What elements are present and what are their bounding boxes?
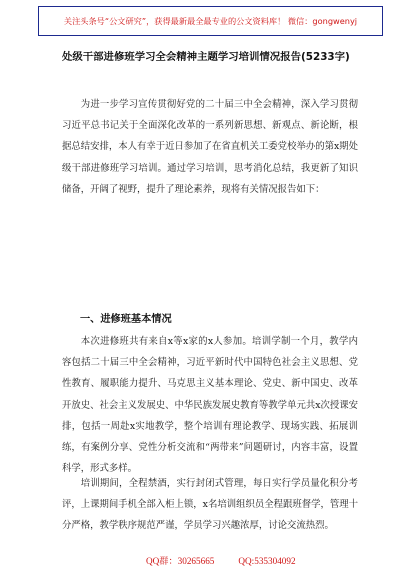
paragraph-basic-info: 本次进修班共有来自x等x家的x人参加。培训学制一个月，教学内容包括二十届三中全会精神，习近平新时代中国特色社会主义思想、党性教育、履职能力提升、马克思主义基本理论、党史、新中国史、改革开放史、社会主义发展史、中华民族发展史教育等教学单元共x次授课安排，包括一周赴x实地教学，整个培训有理论教学、现场实践、拓展训练，有案例分享、党性分析交流和“两带来”问题研讨，内容丰富，设置科学，形式多样。: [62, 336, 358, 475]
paragraph-intro: 为进一步学习宣传贯彻好党的二十届三中全会精神，深入学习贯彻习近平总书记关于全面深化改革的一系列新思想、新观点、新论断，根据总结安排，本人有幸于近日参加了在省直机关工委党校举办的第x期处级干部进修班学习培训。通过学习培训，思考消化总结，我更新了知识储备，开阔了视野，提升了理论素养，现将有关情况报告如下：: [62, 99, 358, 195]
footer-qq-group: QQ群：30265665: [146, 556, 215, 566]
header-banner: [38, 6, 383, 36]
footer-qq: QQ:535304092: [238, 556, 296, 566]
banner-text: 关注头条号“公文研究”，获得最新最全最专业的公文资料库！ 微信：gongwenyj: [63, 15, 358, 26]
section-heading: 一、进修班基本情况: [80, 314, 172, 325]
document-title: 处级干部进修班学习全会精神主题学习培训情况报告(5233字): [62, 51, 350, 63]
paragraph-management: 培训期间，全程禁酒，实行封闭式管理，每日实行学员量化积分考评，上课期间手机全部入柜上锁，x名培训组织员全程跟班督学，管理十分严格，教学秩序规范严谨，学员学习兴趣浓厚，讨论交流热烈。: [62, 478, 358, 532]
footer-contact: [146, 553, 296, 567]
